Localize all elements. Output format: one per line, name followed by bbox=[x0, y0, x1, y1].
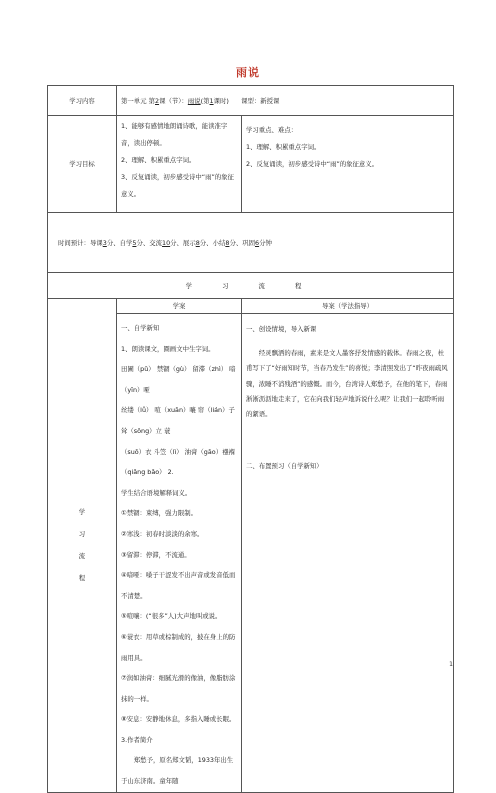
goal-item: 3、反复诵读，初步感受诗中“雨”的象征意义。 bbox=[121, 173, 234, 198]
side-char: 学 bbox=[78, 508, 86, 517]
content-line: 一、自学新知 bbox=[121, 324, 160, 332]
page-number: 1 bbox=[449, 661, 453, 668]
goals-list bbox=[117, 116, 242, 213]
content-line: 郑愁予，原名郑文韬，1933年出生于山东济南。童年随 bbox=[121, 756, 234, 786]
guide-body: 经灵飘洒的春雨，素来是文人墨客抒发情感的载体。春雨之夜，杜甫写下了“好雨知时节，当春乃发生”的喜悦；李清照发出了“昨夜雨疏风骤，浓睡不消残酒”的感慨。而今，台湾诗人郑愁予，在他的笔下，春雨淅淅沥沥地走来了，它在向我们轻声地诉说什么呢？让我们一起聆听雨的絮语。 bbox=[246, 349, 448, 419]
study-content bbox=[117, 314, 242, 793]
side-char: 程 bbox=[78, 574, 86, 583]
key-title: 学习重点、难点： bbox=[246, 126, 298, 134]
time-prefix: 时间预计：导课 bbox=[58, 238, 103, 247]
lesson-name: 雨说 bbox=[187, 96, 201, 105]
content-line: ⑦润如油膏：细腻光滑的像油，像脂肪涂抹的一样。 bbox=[121, 674, 236, 703]
content-line: 3.作者简介 bbox=[121, 735, 153, 744]
key-points bbox=[242, 116, 454, 213]
content-line: ①禁锢：束缚，强力限制。 bbox=[121, 509, 198, 518]
header-guide: 导案（学法指导） bbox=[242, 299, 454, 314]
content-line: ③留滞：停滞，不流通。 bbox=[121, 550, 191, 559]
flow-title: 学 习 流 程 bbox=[48, 273, 454, 299]
side-label bbox=[48, 299, 117, 793]
lesson-mid3: 课时) bbox=[213, 96, 229, 105]
row-col-headers bbox=[48, 299, 454, 314]
side-char: 流 bbox=[78, 552, 86, 561]
row-flow-title bbox=[48, 273, 454, 299]
content-line: 丝缕（lǚ） 喧（xuān）嚷 帘（lián）子 耸（sǒng）立 蓑 bbox=[121, 406, 235, 435]
time-value: 8 bbox=[195, 238, 200, 247]
time-value: 3 bbox=[102, 238, 107, 247]
time-sep: 分、巩固 bbox=[229, 238, 255, 247]
label-content: 学习内容 bbox=[48, 86, 117, 116]
label-goals: 学习目标 bbox=[48, 116, 117, 213]
time-value: 10 bbox=[162, 238, 171, 247]
side-char: 习 bbox=[78, 530, 86, 539]
key-item: 1、理解、积累重点字词。 bbox=[246, 143, 321, 151]
lesson-mid2: (第 bbox=[200, 96, 210, 105]
lesson-type: 课型：新授课 bbox=[241, 96, 280, 105]
content-line: ④喑哑：嗓子干涩发不出声音或发音低而不清楚。 bbox=[121, 571, 236, 600]
goal-item: 2、理解、积累重点字词。 bbox=[121, 156, 196, 164]
content-line: ⑤喧嚷：(“很多”人)大声地叫或说。 bbox=[121, 612, 222, 621]
goal-item: 1、能够有感情地朗诵诗歌，能读准字音，读出停顿。 bbox=[121, 122, 228, 147]
lesson-plan-table bbox=[47, 85, 454, 793]
guide-heading: 二、布置预习（自学新知） bbox=[246, 462, 323, 471]
period-number: 1 bbox=[209, 96, 214, 105]
time-sep: 分钟 bbox=[259, 238, 272, 247]
content-line: 1、朗读课文，圈画文中生字词。 bbox=[121, 344, 215, 353]
row-time bbox=[48, 213, 454, 273]
time-sep: 分、小结 bbox=[199, 238, 226, 247]
lesson-prefix: 第一单元 第 bbox=[121, 96, 155, 105]
key-item: 2、反复诵读，初步感受诗中“雨”的象征意义。 bbox=[246, 160, 379, 168]
content-line: 田圃（pǔ） 禁锢（gù） 留滞（zhì） 喑（yīn）哑 bbox=[121, 365, 236, 394]
row-content bbox=[48, 86, 454, 116]
time-estimate bbox=[48, 213, 454, 273]
guide-content bbox=[242, 314, 454, 793]
lesson-info bbox=[117, 86, 454, 116]
lesson-mid1: 课（节）： bbox=[159, 96, 188, 105]
content-line: ②寒浅：初春时淡淡的余寒。 bbox=[121, 529, 204, 538]
row-goals bbox=[48, 116, 454, 213]
header-study-plan: 学案 bbox=[117, 299, 242, 314]
page-title: 雨说 bbox=[236, 66, 260, 79]
content-line: （suō）衣 斗笠（lì） 油膏（gāo）襁褓（qiǎng bǎo） 2. bbox=[121, 447, 235, 477]
guide-heading: 一、创设情境，导入新课 bbox=[246, 325, 317, 333]
content-line: 学生结合语境解释词义。 bbox=[121, 488, 192, 497]
time-sep: 分、自学 bbox=[106, 238, 133, 247]
content-line: ⑥蓑衣：用草或棕制成的，披在身上的防雨用具。 bbox=[121, 632, 236, 662]
lesson-number: 2 bbox=[154, 96, 160, 105]
time-sep: 分、展示 bbox=[170, 238, 196, 247]
time-value: 6 bbox=[255, 238, 260, 247]
time-value: 8 bbox=[225, 238, 230, 247]
content-line: ⑧安息：安静地休息，多指入睡或长眠。 bbox=[121, 715, 236, 724]
time-value: 5 bbox=[132, 238, 137, 247]
time-sep: 分、交流 bbox=[136, 238, 163, 247]
